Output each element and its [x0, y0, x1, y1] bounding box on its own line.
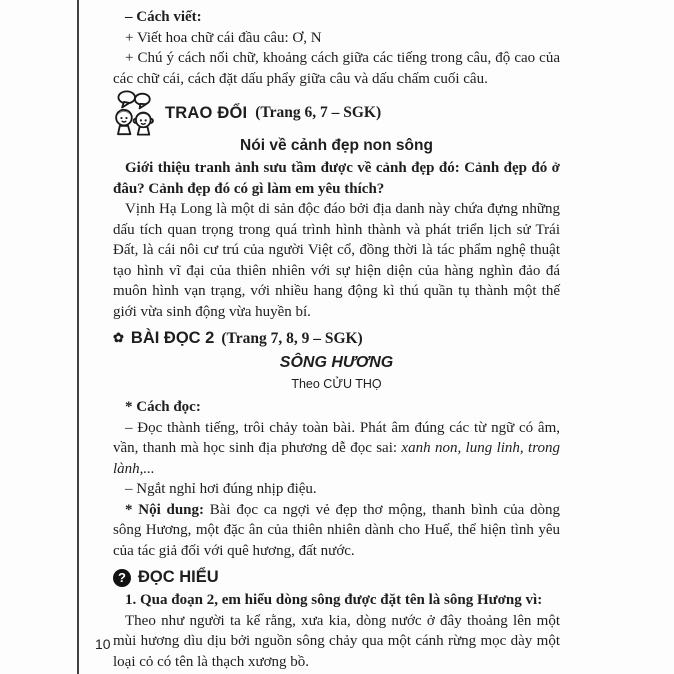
trao-doi-heading [113, 90, 560, 136]
page-margin-rule [77, 0, 79, 674]
noi-dung-text: Bài đọc ca ngợi vẻ đẹp thơ mộng, thanh bình của dòng sông Hương, một đặc ân của thiên nhiên dành cho Huế, thể hiện tình yêu của tác giả đối với quê hương, đất nước. [113, 501, 560, 559]
children-talking-icon [113, 90, 157, 136]
cach-viet-heading: – Cách viết: [125, 9, 202, 25]
cach-doc-item-1-examples: xanh non, lung linh, trong lành,... [113, 440, 560, 477]
cach-viet-item-2: + Chú ý cách nối chữ, khoảng cách giữa các tiếng trong câu, độ cao của các chữ cái, cách đặt dấu phẩy giữa câu và dấu chấm cuối câu. [113, 50, 560, 87]
answer-1: Theo như người ta kể rằng, xưa kia, dòng nước ở đây thoảng lên một mùi hương dìu dịu bởi nguồn sông chảy qua một cánh rừng mọc dày một loại cỏ có tên là thạch xương bồ. [113, 612, 560, 670]
cach-doc-heading: * Cách đọc: [125, 399, 201, 415]
cach-doc-item-1 [113, 418, 560, 480]
reading-author: Theo CỬU THỌ [291, 377, 382, 391]
page-number: 10 [95, 636, 111, 652]
noi-dung-paragraph [113, 500, 560, 562]
question-circle-icon: ? [113, 569, 131, 587]
cach-viet-item-1: + Viết hoa chữ cái đầu câu: Ơ, N [125, 29, 322, 46]
trao-doi-topic: Nói về cảnh đẹp non sông [240, 137, 433, 154]
bai-doc-2-page-ref: (Trang 7, 8, 9 – SGK) [221, 330, 363, 347]
page-content [113, 7, 560, 672]
flower-icon: ✿ [113, 330, 124, 345]
cach-doc-item-1-text: – Đọc thành tiếng, trôi chảy toàn bài. Phát âm đúng các từ ngữ có âm, vần, thanh mà học sinh địa phương dễ đọc sai: [113, 419, 560, 456]
doc-hieu-title: ĐỌC HIỂU [138, 568, 219, 586]
bai-doc-2-heading [113, 328, 560, 349]
bai-doc-2-title: BÀI ĐỌC 2 [130, 329, 215, 347]
trao-doi-prompt: Giới thiệu tranh ảnh sưu tầm được về cảnh đẹp đó: Cảnh đẹp đó ở đâu? Cảnh đẹp đó có gì làm em yêu thích? [113, 160, 560, 197]
question-1: 1. Qua đoạn 2, em hiểu dòng sông được đặt tên là sông Hương vì: [125, 592, 543, 608]
trao-doi-title: TRAO ĐỔI [165, 103, 248, 122]
trao-doi-answer: Vịnh Hạ Long là một di sản độc đáo bởi địa danh này chứa đựng những dấu tích quan trọng trong quá trình hình thành và phát triển lịch sử Trái Đất, là cái nôi cư trú của người Việt cổ, đồng thời là tác phẩm nghệ thuật tạo hình vĩ đại của thiên nhiên với sự hiện diện của hàng nghìn đảo đá muôn hình vạn trạng, với nhiều hang động kì thú quần tụ thành một thế giới vừa sinh động vừa huyền bí. [113, 201, 560, 320]
cach-doc-item-2: – Ngắt nghỉ hơi đúng nhịp điệu. [125, 481, 317, 497]
doc-hieu-heading [113, 567, 560, 588]
reading-title: SÔNG HƯƠNG [279, 354, 394, 371]
trao-doi-page-ref: (Trang 6, 7 – SGK) [255, 104, 382, 121]
noi-dung-label: * Nội dung: [125, 501, 205, 518]
